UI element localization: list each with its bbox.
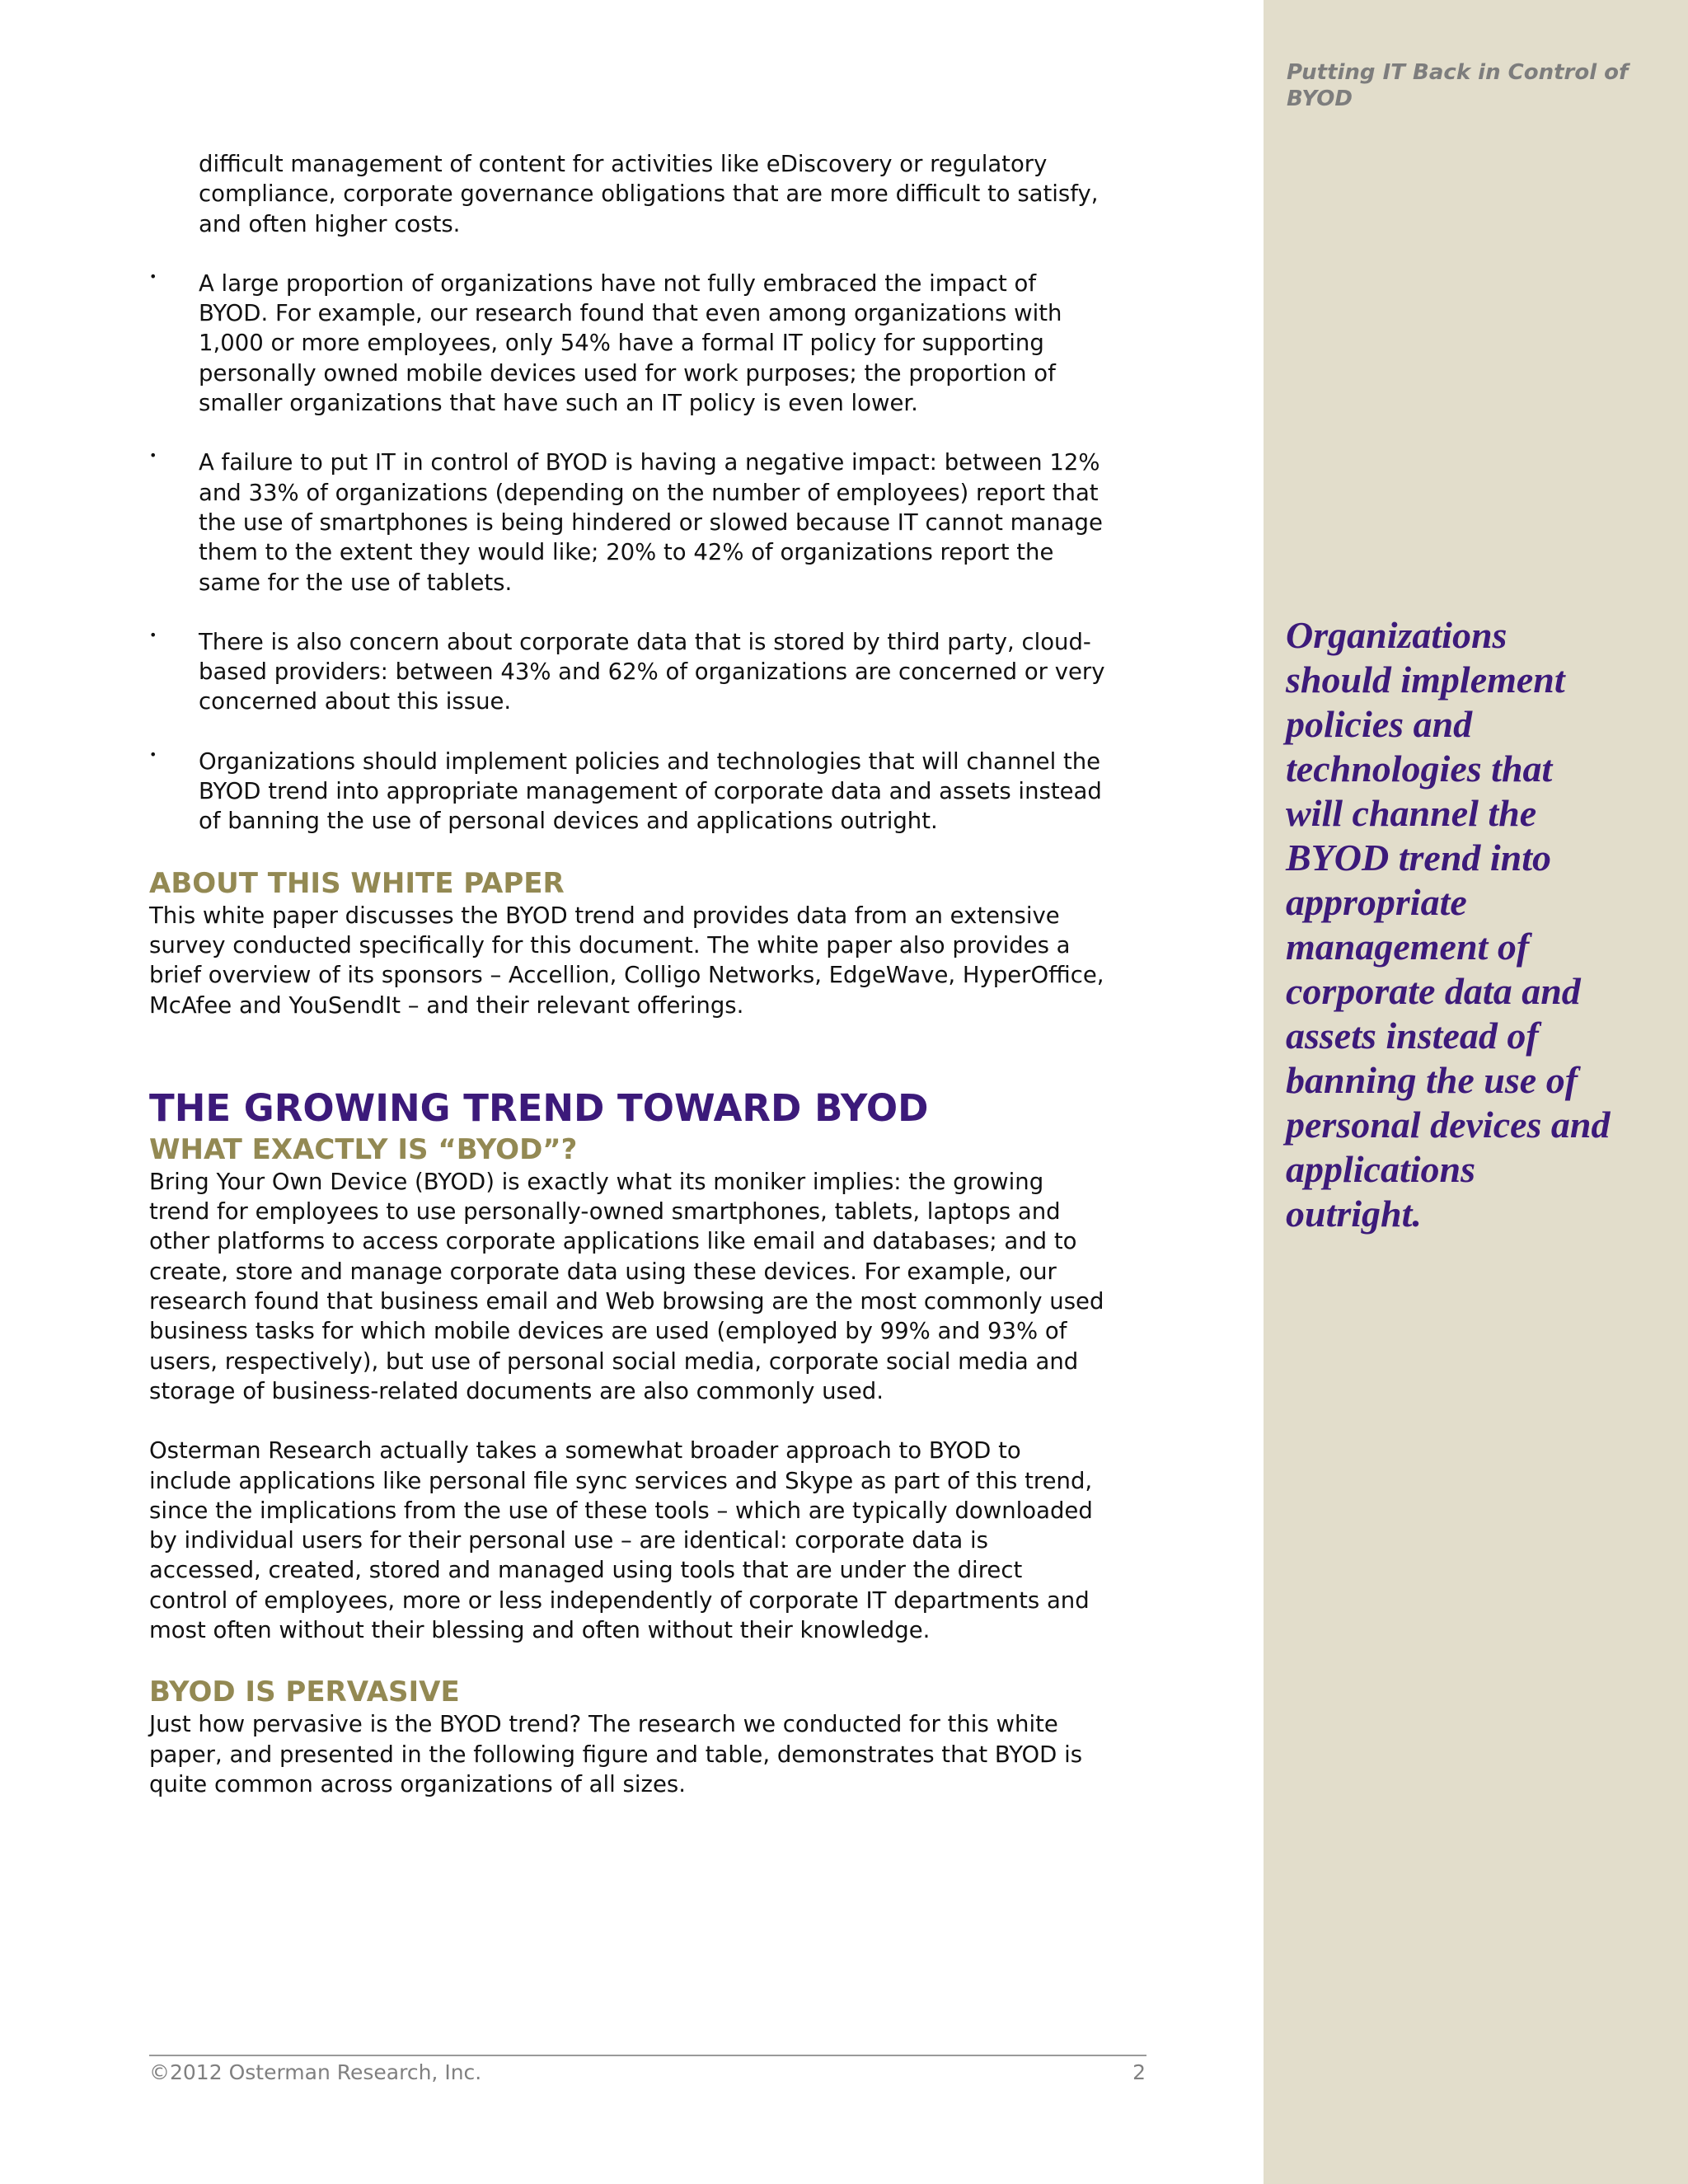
bullet-text: There is also concern about corporate data that is stored by third party, cloud-based providers: between 43% and 62% of organizations are concerned or very concerned about this issue.: [199, 628, 1105, 715]
what-paragraph-1: Bring Your Own Device (BYOD) is exactly what its moniker implies: the growing trend for employees to use personally-owned smartphones, tablets, laptops and other platforms to access corporate applications like email and databases; and to create, store and manage corporate data using these devices. For example, our research found that business email and Web browsing are the most commonly used business tasks for which mobile devices are used (employed by 99% and 93% of users, respectively), but use of personal social media, corporate social media and storage of business-related documents are also commonly used.: [149, 1168, 1104, 1404]
bullet-item: [149, 448, 1105, 597]
footer-copyright: ©2012 Osterman Research, Inc.: [149, 2060, 482, 2084]
bullet-dot: •: [149, 626, 157, 643]
bullet-item: [149, 269, 1105, 418]
continued-paragraph: difficult management of content for activities like eDiscovery or regulatory compliance, corporate governance obligations that are more difficult to satisfy, and often higher costs.: [199, 151, 1099, 237]
footer-divider: [149, 2055, 1146, 2056]
bullet-dot: •: [149, 746, 157, 762]
bullet-item: [149, 747, 1105, 837]
pervasive-heading: BYOD IS PERVASIVE: [149, 1675, 460, 1709]
bullet-text: A failure to put IT in control of BYOD is having a negative impact: between 12% and 33% of organizations (depending on the number of employees) report that the use of smartphones is being hindered or slowed because IT cannot manage them to the extent they would like; 20% to 42% of organizations report the same for the use of tablets.: [199, 449, 1103, 596]
bullet-dot: •: [149, 448, 157, 464]
sidebar-panel: [1264, 0, 1688, 2184]
about-heading: ABOUT THIS WHITE PAPER: [149, 866, 565, 900]
pervasive-paragraph: Just how pervasive is the BYOD trend? The research we conducted for this white paper, and presented in the following figure and table, demonstrates that BYOD is quite common across organizations of all sizes.: [149, 1711, 1083, 1797]
section-heading: THE GROWING TREND TOWARD BYOD: [149, 1085, 929, 1130]
bullet-text: Organizations should implement policies and technologies that will channel the BYOD trend into appropriate management of corporate data and assets instead of banning the use of personal devices and applications outright.: [199, 748, 1102, 835]
page-number: 2: [1132, 2060, 1146, 2084]
what-heading: WHAT EXACTLY IS “BYOD”?: [149, 1132, 578, 1166]
bullet-item: [149, 627, 1105, 717]
bullet-dot: •: [149, 268, 157, 284]
running-title: Putting IT Back in Control of BYOD: [1287, 60, 1629, 111]
about-paragraph: This white paper discusses the BYOD trend and provides data from an extensive survey conducted specifically for this document. The white paper also provides a brief overview of its sponsors – Accellion, Colligo Networks, EdgeWave, HyperOffice, McAfee and YouSendIt – and their relevant offerings.: [149, 902, 1104, 1019]
main-content: [149, 149, 1105, 1799]
pull-quote: Organizations should implement policies and technologies that will channel the BYOD trend into appropriate management of corporate data and assets instead of banning the use of personal devices and applications outright.: [1286, 614, 1611, 1235]
bullet-text: A large proportion of organizations have not fully embraced the impact of BYOD. For example, our research found that even among organizations with 1,000 or more employees, only 54% have a formal IT policy for supporting personally owned mobile devices used for work purposes; the proportion of smaller organizations that have such an IT policy is even lower.: [199, 269, 1062, 417]
what-paragraph-2: Osterman Research actually takes a somewhat broader approach to BYOD to include applications like personal file sync services and Skype as part of this trend, since the implications from the use of these tools – which are typically downloaded by individual users for their personal use – are identical: corporate data is accessed, created, stored and managed using tools that are under the direct control of employees, more or less independently of corporate IT departments and most often without their blessing and often without their knowledge.: [149, 1437, 1093, 1643]
